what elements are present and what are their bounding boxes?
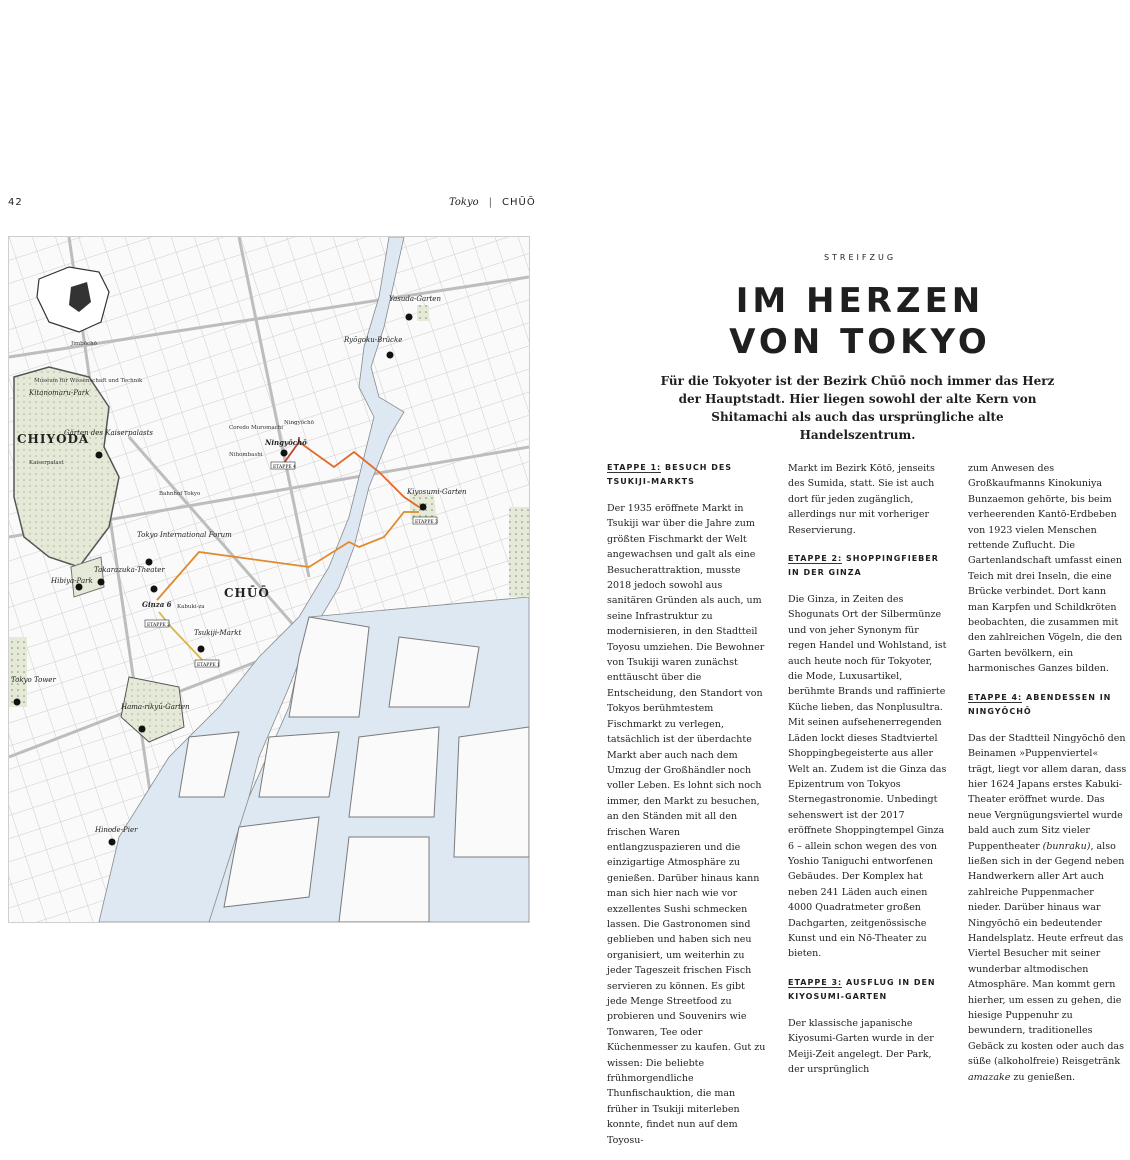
stage-badge-1: ETAPPE 1 bbox=[197, 663, 220, 668]
article-intro: Für die Tokyoter ist der Bezirk Chūō noch immer das Herz der Hauptstadt. Hier liegen sowohl der alte Kern von Shitamachi als auch das ursprüngliche alte Handelszentrum. bbox=[660, 374, 1055, 442]
stage-3-title: AUSFLUG IN DEN KIYOSUMI-GARTEN bbox=[788, 977, 936, 1001]
map-label-garden-palace: Gärten des Kaiserpalasts bbox=[64, 429, 154, 437]
map-label-ningyocho-station: Ningyōchō bbox=[284, 420, 314, 426]
text-column-2 bbox=[788, 461, 948, 1089]
map-label-chiyoda: CHIYODA bbox=[17, 432, 90, 446]
stage-4-title: ABENDESSEN IN NINGYŌCHŌ bbox=[968, 692, 1112, 716]
district-map bbox=[8, 236, 530, 923]
stage-2-text: Die Ginza, in Zeiten des Shogunats Ort der Silbermünze und von jeher Synonym für regen Handel und Wohlstand, ist auch heute noch für Tokyoter, die Mode, Luxusartikel, berühmte Brands und raffinierte Küche lieben, das Nonplusultra. Mit seinen aufsehenerregenden Läden lockt dieses Stadtviertel Shoppingbegeisterte aus aller Welt an. Zudem ist die Ginza das Epizentrum von Tokyos Sternegastronomie. Unbedingt sehenswert ist der 2017 eröffnete Shoppingtempel Ginza 6 – allein schon wegen des von Yoshio Taniguchi entworfenen Gebäudes. Der Komplex hat neben 241 Läden auch einen 4000 Quadratmeter großen Dachgarten, zeitgenössische Kunst und ein Nō-Theater zu bieten. bbox=[788, 594, 947, 960]
stage-4-text-c: zu genießen. bbox=[1010, 1071, 1076, 1083]
article-title-line2: VON TOKYO bbox=[729, 322, 991, 362]
running-header bbox=[449, 197, 536, 208]
map-label-palace: Kaiserpalast bbox=[29, 460, 64, 466]
map-label-kabukiza: Kabuki-za bbox=[177, 604, 205, 610]
stage-4-heading bbox=[968, 691, 1128, 719]
map-label-hibiya: Hibiya-Park bbox=[51, 577, 93, 585]
map-label-tokyo-tower: Tokyo Tower bbox=[11, 676, 56, 684]
stage-2-title: SHOPPINGFIEBER IN DER GINZA bbox=[788, 554, 939, 578]
stage-3-text-continued: zum Anwesen des Großkaufmanns Kinokuniya Bunzaemon gehörte, bis beim verheerenden Kantō-Erdbeben von 1923 vielen Menschen rettende Zuflucht. Die Gartenlandschaft umfasst einen Teich mit drei Inseln, die eine Brücke verbindet. Dort kann man Karpfen und Schildkröten beobachten, die zusammen mit den zahlreichen Vögeln, die den Garten bevölkern, ein harmonisches Ganzes bilden. bbox=[968, 463, 1123, 675]
header-separator: | bbox=[488, 197, 493, 208]
map-label-nihonbashi: Nihombashi bbox=[229, 452, 263, 458]
stage-4-label: ETAPPE 4: bbox=[968, 692, 1023, 702]
map-label-chuo: CHŪŌ bbox=[224, 586, 270, 600]
map-label-hama-rikyu: Hama-rikyū-Garten bbox=[121, 703, 190, 711]
stage-1-text: Der 1935 eröffnete Markt in Tsukiji war über die Jahre zum größten Fischmarkt der Welt angewachsen und galt als eine Besucherattraktion, musste 2018 jedoch sowohl aus sanitären Gründen als auch, um seine Infrastruktur zu modernisieren, in den Stadtteil Toyosu umziehen. Die Bewohner von Tsukiji waren zunächst enttäuscht über die Entscheidung, den Standort von Tokyos berühmtestem Fischmarkt zu verlegen, tatsächlich ist der überdachte Markt aber auch nach dem Umzug der Großhändler noch voller Leben. Es lohnt sich noch immer, den Markt zu besuchen, an den Ständen mit all den frischen Waren entlangzuspazieren und die einzigartige Atmosphäre zu genießen. Darüber hinaus kann man sich hier nach wie vor exzellentes Sushi schmecken lassen. Die Gastronomen sind geblieben und haben sich neu organisiert, um weiterhin zu jeder Tageszeit frischen Fisch servieren zu können. Es gibt jede Menge Streetfood zu probieren und Souvenirs wie Tonwaren, Tee oder Küchenmesser zu kaufen. Gut zu wissen: Die beliebte frühmorgendliche Thunfischauktion, die man früher in Tsukiji miterleben konnte, findet nun auf dem Toyosu- bbox=[607, 503, 766, 1146]
map-label-ginza6: Ginza 6 bbox=[142, 600, 172, 609]
map-label-ningyocho: Ningyōchō bbox=[265, 438, 307, 447]
stage-3-label: ETAPPE 3: bbox=[788, 977, 843, 987]
map-label-kiyosumi: Kiyosumi-Garten bbox=[407, 488, 467, 496]
map-label-museum bbox=[34, 378, 143, 384]
map-label-jimbocho: Jimbōchō bbox=[71, 341, 97, 347]
stage-4-text-italic-2: amazake bbox=[968, 1071, 1011, 1083]
stage-4-text bbox=[968, 731, 1128, 1085]
stage-1-heading bbox=[607, 461, 767, 489]
header-city: Tokyo bbox=[449, 197, 479, 208]
map-label-yasuda: Yasuda-Garten bbox=[389, 295, 441, 303]
stage-4-text-a: Das der Stadtteil Ningyōchō den Beinamen »Puppenviertel« trägt, liegt vor allem daran, dass hier 1624 Japans erstes Kabuki-Theater eröffnet wurde. Das neue Vergnügungsviertel wurde bald auch zum Sitz vieler Puppentheater bbox=[968, 732, 1127, 852]
header-district: CHŪŌ bbox=[502, 197, 536, 208]
stage-1-title: BESUCH DES TSUKIJI-MARKTS bbox=[607, 463, 733, 486]
map-svg bbox=[9, 237, 529, 922]
map-label-forum: Tokyo International Forum bbox=[137, 531, 232, 539]
map-label-tsukiji: Tsukiji-Markt bbox=[194, 629, 242, 637]
stage-2-label: ETAPPE 2: bbox=[788, 554, 843, 564]
stage-1-text-continued: Markt im Bezirk Kōtō, jenseits des Sumida, statt. Sie ist auch dort für jeden zugänglich, allerdings nur mit vorheriger Reservierung. bbox=[788, 463, 935, 536]
page-number: 42 bbox=[8, 197, 23, 208]
map-label-ryogoku: Ryōgoku-Brücke bbox=[344, 336, 403, 344]
article-eyebrow: STREIFZUG bbox=[823, 253, 897, 262]
article-title bbox=[700, 281, 1020, 363]
map-label-takarazuka: Takarazuka-Theater bbox=[94, 566, 165, 574]
stage-4-text-b: , also ließen sich in der Gegend neben Handwerkern aller Art auch zahlreiche Puppenmacher nieder. Darüber hinaus war Ningyōchō ein bedeutender Handelsplatz. Heute erfreut das Viertel Besucher mit seiner wunderbar altmodischen Atmosphäre. Man kommt gern hierher, um essen zu gehen, die hiesige Puppenuhr zu bewundern, traditionelles Gebäck zu kosten oder auch das süße (alkoholfreie) Reisgetränk bbox=[968, 840, 1125, 1068]
map-label-kitanomaru: Kitanomaru-Park bbox=[29, 389, 90, 397]
text-column-1 bbox=[607, 461, 767, 1160]
stage-badge-2: ETAPPE 2 bbox=[147, 623, 170, 628]
stage-badge-3: ETAPPE 3 bbox=[415, 520, 438, 525]
map-label-coredo: Coredo Muromachi bbox=[229, 425, 283, 431]
text-column-3 bbox=[968, 461, 1128, 1097]
map-label-hinode: Hinode-Pier bbox=[95, 826, 138, 834]
stage-3-heading bbox=[788, 976, 948, 1004]
stage-1-label: ETAPPE 1: bbox=[607, 463, 662, 472]
stage-2-heading bbox=[788, 552, 948, 580]
map-label-museum-text: Museum für Wissenschaft und Technik bbox=[34, 378, 143, 384]
stage-3-text: Der klassische japanische Kiyosumi-Garten wurde in der Meiji-Zeit angelegt. Der Park, der ursprünglich bbox=[788, 1017, 934, 1075]
map-label-bahnhof: Bahnhof Tokyo bbox=[159, 491, 201, 497]
stage-badge-4: ETAPPE 4 bbox=[273, 465, 296, 470]
stage-4-text-italic: (bunraku) bbox=[1042, 840, 1091, 852]
article-title-line1: IM HERZEN bbox=[735, 281, 985, 321]
